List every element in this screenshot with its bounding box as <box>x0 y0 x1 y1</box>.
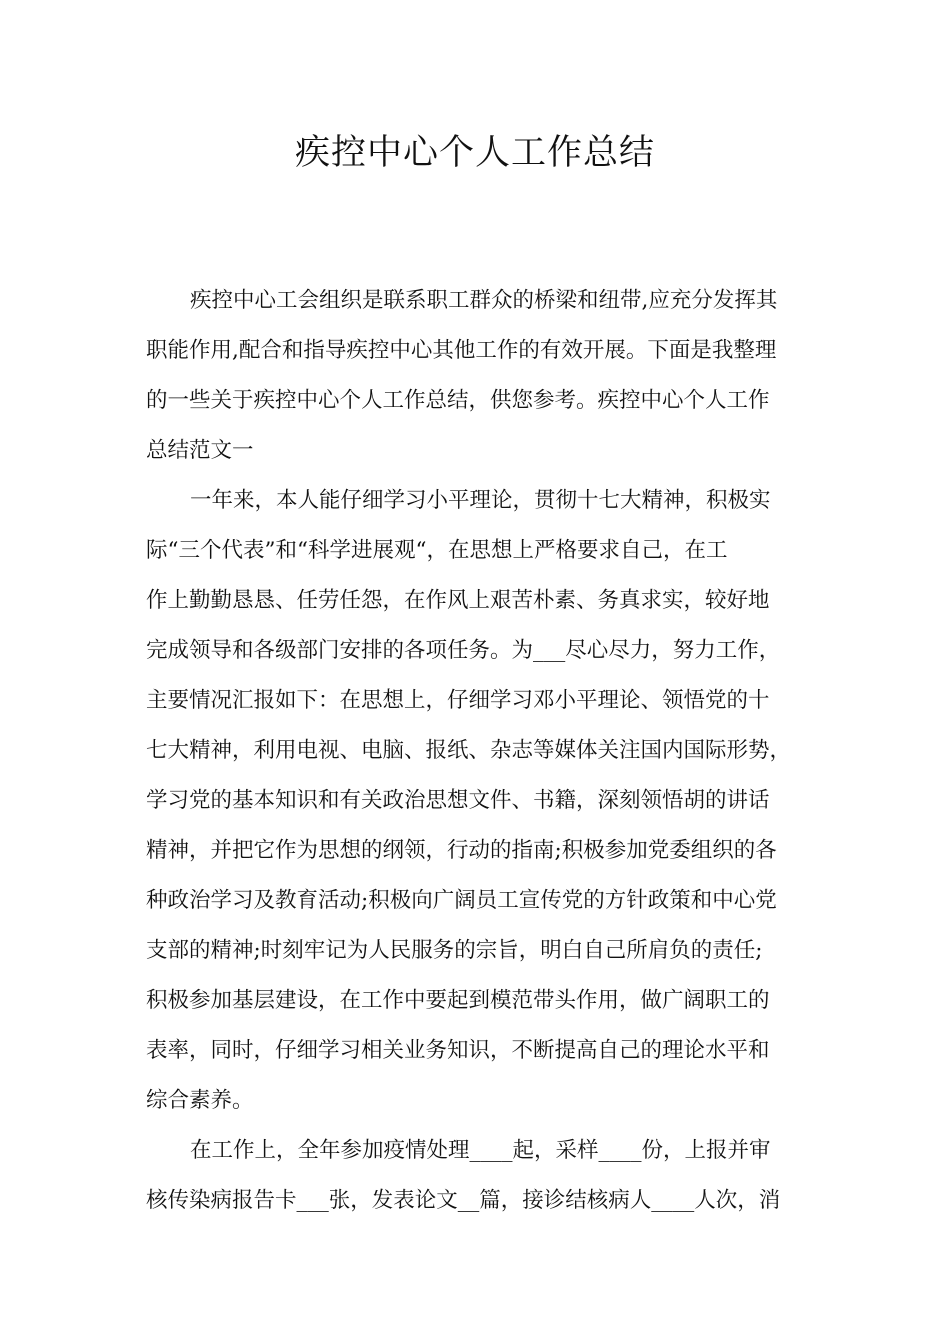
paragraph-line: 表率，同时，仔细学习相关业务知识，不断提高自己的理论水平和 <box>146 1038 770 1063</box>
document-body <box>146 284 826 1234</box>
paragraph-line: 主要情况汇报如下：在思想上，仔细学习邓小平理论、领悟党的十 <box>146 688 770 713</box>
paragraph-line: 际“三个代表”和“科学进展观“，在思想上严格要求自己，在工 <box>146 538 728 563</box>
paragraph-line: 的一些关于疾控中心个人工作总结，供您参考。疾控中心个人工作 <box>146 388 770 413</box>
paragraph-line: 完成领导和各级部门安排的各项任务。为___尽心尽力，努力工作， <box>146 638 781 663</box>
paragraph-line: 精神，并把它作为思想的纲领，行动的指南;积极参加党委组织的各 <box>146 838 777 863</box>
paragraph-line: 作上勤勤恳恳、任劳任怨，在作风上艰苦朴素、务真求实，较好地 <box>146 588 770 613</box>
paragraph-line: 种政治学习及教育活动;积极向广阔员工宣传党的方针政策和中心党 <box>146 888 777 913</box>
paragraph-line: 综合素养。 <box>146 1088 254 1113</box>
paragraph-line: 一年来，本人能仔细学习小平理论，贯彻十七大精神，积极实 <box>190 488 771 513</box>
paragraph-line: 七大精神，利用电视、电脑、报纸、杂志等媒体关注国内国际形势， <box>146 738 792 763</box>
paragraph-line: 总结范文一 <box>146 438 254 463</box>
paragraph-line: 疾控中心工会组织是联系职工群众的桥梁和纽带,应充分发挥其 <box>190 288 778 313</box>
paragraph-line: 在工作上，全年参加疫情处理____起，采样____份，上报并审 <box>190 1138 771 1163</box>
paragraph-line: 职能作用,配合和指导疾控中心其他工作的有效开展。下面是我整理 <box>146 338 777 363</box>
paragraph-line: 支部的精神;时刻牢记为人民服务的宗旨，明白自己所肩负的责任; <box>146 938 763 963</box>
document-title: 疾控中心个人工作总结 <box>294 133 655 173</box>
paragraph-line: 核传染病报告卡___张，发表论文__篇，接诊结核病人____人次，消 <box>146 1188 781 1213</box>
paragraph-line: 积极参加基层建设，在工作中要起到模范带头作用，做广阔职工的 <box>146 988 770 1013</box>
paragraph-line: 学习党的基本知识和有关政治思想文件、书籍，深刻领悟胡的讲话 <box>146 788 770 813</box>
